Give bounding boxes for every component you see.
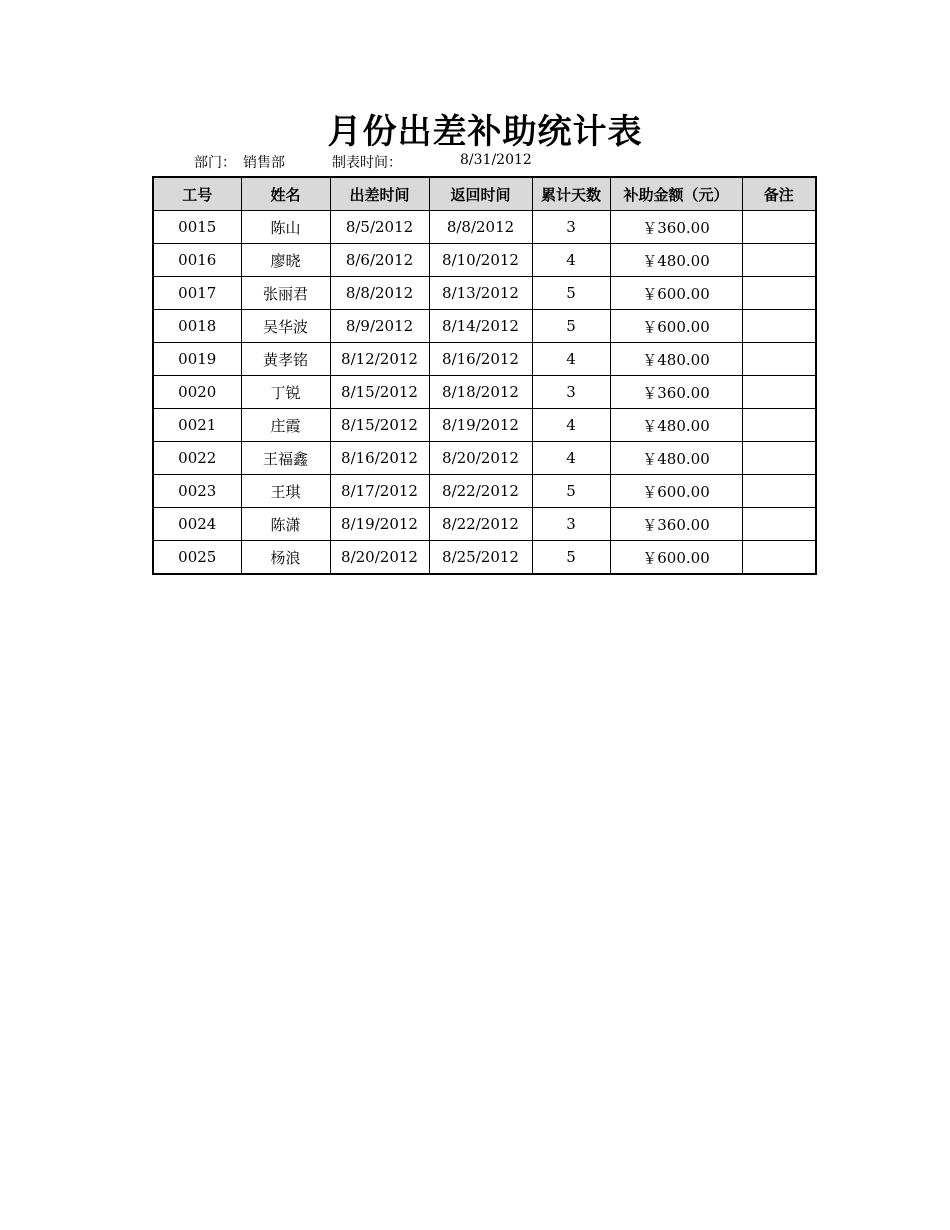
cell-departure-date[interactable]: 8/8/2012 [330, 277, 429, 310]
created-date-value: 8/31/2012 [460, 152, 532, 168]
cell-return-date[interactable]: 8/20/2012 [429, 442, 532, 475]
cell-return-date[interactable]: 8/25/2012 [429, 541, 532, 575]
cell-departure-date[interactable]: 8/6/2012 [330, 244, 429, 277]
cell-total-days[interactable]: 4 [532, 343, 610, 376]
cell-remarks[interactable] [742, 376, 816, 409]
cell-remarks[interactable] [742, 475, 816, 508]
cell-name[interactable]: 王琪 [241, 475, 330, 508]
cell-allowance-amount[interactable]: ￥480.00 [610, 343, 742, 376]
cell-name[interactable]: 张丽君 [241, 277, 330, 310]
cell-departure-date[interactable]: 8/15/2012 [330, 409, 429, 442]
cell-remarks[interactable] [742, 541, 816, 575]
table-row [153, 508, 816, 541]
cell-remarks[interactable] [742, 211, 816, 244]
cell-name[interactable]: 丁锐 [241, 376, 330, 409]
header-row [153, 177, 816, 211]
cell-total-days[interactable]: 5 [532, 310, 610, 343]
cell-name[interactable]: 黄孝铭 [241, 343, 330, 376]
cell-return-date[interactable]: 8/22/2012 [429, 475, 532, 508]
cell-total-days[interactable]: 5 [532, 475, 610, 508]
cell-employee-id[interactable]: 0015 [153, 211, 241, 244]
cell-total-days[interactable]: 4 [532, 244, 610, 277]
department-label: 部门： [194, 155, 236, 171]
header-departure-date: 出差时间 [330, 177, 429, 211]
cell-departure-date[interactable]: 8/17/2012 [330, 475, 429, 508]
cell-departure-date[interactable]: 8/5/2012 [330, 211, 429, 244]
cell-remarks[interactable] [742, 244, 816, 277]
cell-employee-id[interactable]: 0019 [153, 343, 241, 376]
table-row [153, 244, 816, 277]
cell-allowance-amount[interactable]: ￥480.00 [610, 442, 742, 475]
cell-employee-id[interactable]: 0022 [153, 442, 241, 475]
cell-return-date[interactable]: 8/18/2012 [429, 376, 532, 409]
created-date-label: 制表时间： [332, 155, 402, 171]
header-allowance-amount: 补助金额（元） [610, 177, 742, 211]
cell-total-days[interactable]: 4 [532, 442, 610, 475]
cell-allowance-amount[interactable]: ￥600.00 [610, 277, 742, 310]
cell-name[interactable]: 陈潇 [241, 508, 330, 541]
cell-remarks[interactable] [742, 343, 816, 376]
cell-total-days[interactable]: 5 [532, 541, 610, 575]
cell-employee-id[interactable]: 0021 [153, 409, 241, 442]
table-row [153, 409, 816, 442]
table-row [153, 310, 816, 343]
cell-total-days[interactable]: 3 [532, 211, 610, 244]
table-row [153, 277, 816, 310]
cell-employee-id[interactable]: 0017 [153, 277, 241, 310]
cell-remarks[interactable] [742, 277, 816, 310]
cell-allowance-amount[interactable]: ￥600.00 [610, 541, 742, 575]
cell-allowance-amount[interactable]: ￥600.00 [610, 475, 742, 508]
cell-total-days[interactable]: 5 [532, 277, 610, 310]
cell-return-date[interactable]: 8/13/2012 [429, 277, 532, 310]
cell-employee-id[interactable]: 0025 [153, 541, 241, 575]
cell-allowance-amount[interactable]: ￥480.00 [610, 244, 742, 277]
cell-name[interactable]: 吴华波 [241, 310, 330, 343]
cell-return-date[interactable]: 8/10/2012 [429, 244, 532, 277]
cell-return-date[interactable]: 8/14/2012 [429, 310, 532, 343]
cell-allowance-amount[interactable]: ￥480.00 [610, 409, 742, 442]
cell-name[interactable]: 杨浪 [241, 541, 330, 575]
cell-allowance-amount[interactable]: ￥600.00 [610, 310, 742, 343]
cell-remarks[interactable] [742, 508, 816, 541]
cell-return-date[interactable]: 8/16/2012 [429, 343, 532, 376]
table-row [153, 442, 816, 475]
cell-departure-date[interactable]: 8/9/2012 [330, 310, 429, 343]
cell-employee-id[interactable]: 0018 [153, 310, 241, 343]
table-row [153, 211, 816, 244]
header-total-days: 累计天数 [532, 177, 610, 211]
header-remarks: 备注 [742, 177, 816, 211]
cell-remarks[interactable] [742, 442, 816, 475]
cell-name[interactable]: 廖晓 [241, 244, 330, 277]
cell-allowance-amount[interactable]: ￥360.00 [610, 508, 742, 541]
cell-name[interactable]: 王福鑫 [241, 442, 330, 475]
cell-departure-date[interactable]: 8/12/2012 [330, 343, 429, 376]
cell-employee-id[interactable]: 0020 [153, 376, 241, 409]
table-row [153, 541, 816, 575]
cell-departure-date[interactable]: 8/20/2012 [330, 541, 429, 575]
allowance-table [152, 176, 817, 575]
table-row [153, 343, 816, 376]
cell-total-days[interactable]: 4 [532, 409, 610, 442]
cell-employee-id[interactable]: 0024 [153, 508, 241, 541]
table-row [153, 376, 816, 409]
cell-departure-date[interactable]: 8/16/2012 [330, 442, 429, 475]
header-return-date: 返回时间 [429, 177, 532, 211]
cell-employee-id[interactable]: 0016 [153, 244, 241, 277]
header-employee-id: 工号 [153, 177, 241, 211]
page-title: 月份出差补助统计表 [327, 112, 643, 152]
cell-remarks[interactable] [742, 409, 816, 442]
cell-total-days[interactable]: 3 [532, 508, 610, 541]
cell-return-date[interactable]: 8/22/2012 [429, 508, 532, 541]
cell-total-days[interactable]: 3 [532, 376, 610, 409]
header-name: 姓名 [241, 177, 330, 211]
cell-return-date[interactable]: 8/8/2012 [429, 211, 532, 244]
cell-departure-date[interactable]: 8/19/2012 [330, 508, 429, 541]
cell-employee-id[interactable]: 0023 [153, 475, 241, 508]
cell-departure-date[interactable]: 8/15/2012 [330, 376, 429, 409]
cell-allowance-amount[interactable]: ￥360.00 [610, 376, 742, 409]
cell-name[interactable]: 庄霞 [241, 409, 330, 442]
table-row [153, 475, 816, 508]
cell-allowance-amount[interactable]: ￥360.00 [610, 211, 742, 244]
department-value: 销售部 [243, 155, 285, 171]
cell-name[interactable]: 陈山 [241, 211, 330, 244]
cell-return-date[interactable]: 8/19/2012 [429, 409, 532, 442]
cell-remarks[interactable] [742, 310, 816, 343]
